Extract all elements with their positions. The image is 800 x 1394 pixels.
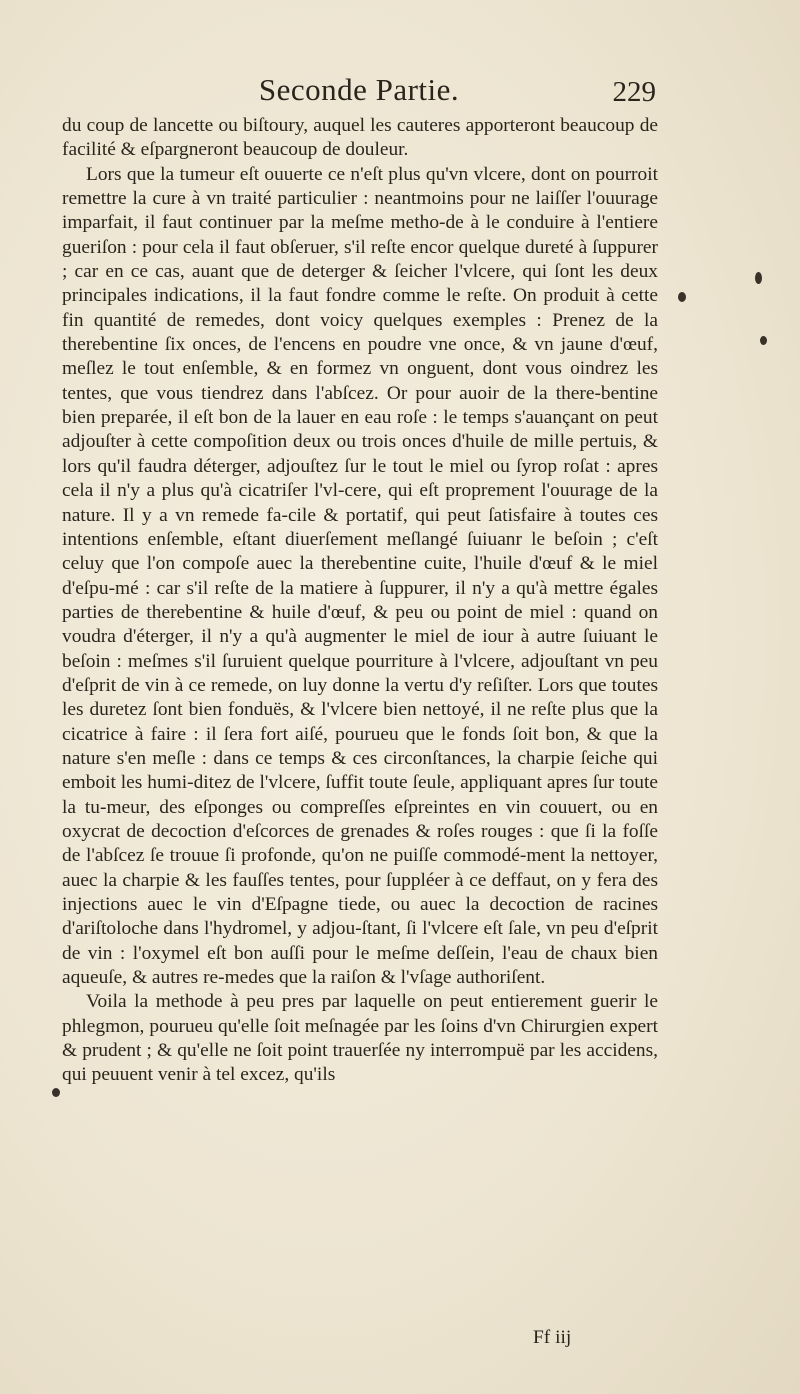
signature-mark: Ff iij	[533, 1327, 572, 1348]
ink-speck	[52, 1088, 60, 1097]
ink-speck	[760, 336, 767, 345]
page-number: 229	[612, 76, 656, 108]
running-head: Seconde Partie.	[258, 72, 460, 107]
paragraph: Voila la methode à peu pres par laquelle on peut entierement guerir le phlegmon, pourueu qu'elle ſoit meſnagée par les ſoins d'vn Chirurgien expert & prudent ; & qu'elle ne ſoit point trauerſée ny interrompuë par les accidens, qui peuuent venir à tel excez, qu'ils	[62, 991, 658, 1086]
body-text	[62, 114, 658, 1088]
ink-speck	[678, 292, 686, 302]
paragraph-continuation: du coup de lancette ou biſtoury, auquel les cauteres apporteront beaucoup de facilité & eſpargneront beaucoup de douleur.	[62, 115, 658, 161]
paragraph: Lors que la tumeur eſt ouuerte ce n'eſt plus qu'vn vlcere, dont on pourroit remettre la cure à vn traité particulier : neantmoins pour ne laiſſer l'ouurage imparfait, il faut continuer par la meſme metho-de à le conduire à l'entiere gueriſon : pour cela il faut obſeruer, s'il reſte encor quelque dureté à ſuppurer ; car en ce cas, auant que de deterger & ſeicher l'vlcere, qui ſont les deux principales indications, il la faut fondre comme le reſte. On produit à cette fin quantité de remedes, dont voicy quelques exemples : Prenez de la therebentine ſix onces, de l'encens en poudre vne once, & vn jaune d'œuf, meſlez le tout enſemble, & en formez vn onguent, dont vous oindrez les tentes, que vous tiendrez dans l'abſcez. Or pour auoir de la there-bentine bien preparée, il eſt bon de la lauer en eau roſe : le temps s'auançant on peut adjouſter à cette compoſition deux ou trois onces d'huile de mille pertuis, & lors qu'il faudra déterger, adjouſtez ſur le tout le miel ou ſyrop roſat : apres cela il n'y a plus qu'à cicatriſer l'vl-cere, qui eſt proprement l'ouurage de la nature. Il y a vn remede fa-cile & portatif, qui peut ſatisfaire à toutes ces intentions enſemble, eſtant diuerſement meſlangé ſuiuanr le beſoin ; c'eſt celuy que l'on compoſe auec la therebentine cuite, l'huile d'œuf & le miel d'eſpu-mé : car s'il reſte de la matiere à ſuppurer, il n'y a qu'à mettre égales parties de therebentine & huile d'œuf, & peu ou point de miel : quand on voudra d'éterger, il n'y a qu'à augmenter le miel de iour à autre ſuiuant le beſoin : meſmes s'il ſuruient quelque pourriture à l'vlcere, adjouſtant vn peu d'eſprit de vin à ce remede, on luy donne la vertu d'y reſiſter. Lors que toutes les duretez ſont bien fonduës, & l'vlcere bien nettoyé, il ne reſte plus que la cicatrice à faire : il ſera fort aiſé, pourueu que le fonds ſoit bon, & que la nature s'en meſle : dans ce temps & ces circonſtances, la charpie ſeiche qui emboit les humi-ditez de l'vlcere, ſuffit toute ſeule, appliquant apres ſur toute la tu-meur, des eſponges ou compreſſes eſpreintes en vin couuert, ou en oxycrat de decoction d'eſcorces de grenades & roſes rouges : que ſi la foſſe de l'abſcez ſe trouue ſi profonde, qu'on ne puiſſe commodé-ment la nettoyer, auec la charpie & les fauſſes tentes, pour ſuppléer à ce deffaut, on y fera des injections auec le vin d'Eſpagne tiede, ou auec la decoction de racines d'ariſtoloche dans l'hydromel, y adjou-ſtant, ſi l'vlcere eſt ſale, vn peu d'eſprit de vin : l'oxymel eſt bon auſſi pour le meſme deſſein, l'eau de chaux bien aqueuſe, & autres re-medes que la raiſon & l'vſage authoriſent.	[62, 163, 658, 989]
page-header	[62, 70, 656, 110]
ink-speck	[755, 272, 762, 284]
